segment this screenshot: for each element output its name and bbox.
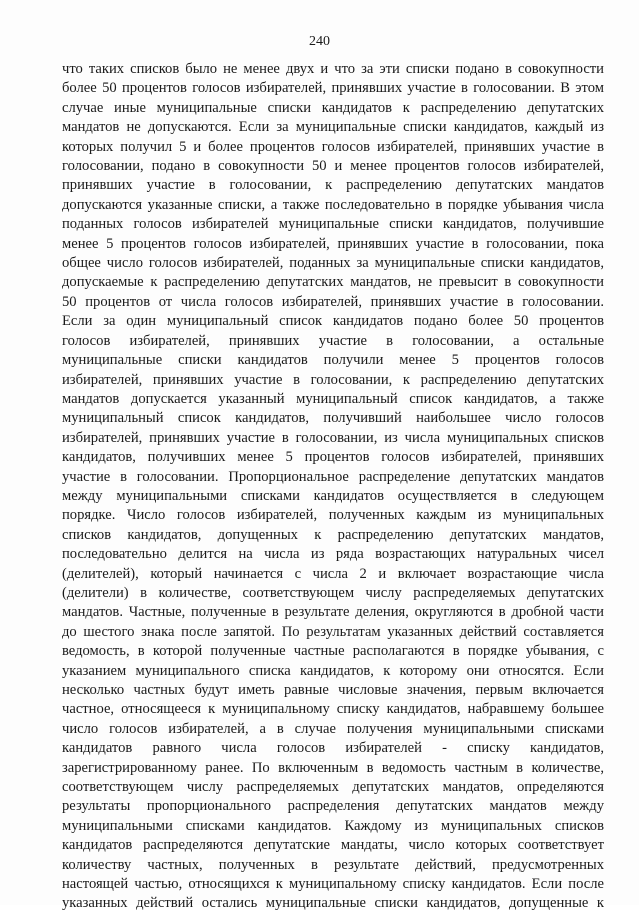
text-line: мандатов не допускаются. Если за муниципальные списки кандидатов, каждый из: [62, 119, 604, 136]
text-line: общее число голосов избирателей, поданных за муниципальные списки кандидатов,: [62, 255, 604, 272]
text-line: поданных голосов избирателей муниципальные списки кандидатов, получившие: [62, 216, 604, 233]
text-line: менее 5 процентов голосов избирателей, принявших участие в голосовании, пока: [62, 235, 604, 252]
text-line: муниципальными списками кандидатов. Каждому из муниципальных списков: [62, 817, 604, 834]
body-text: [62, 60, 604, 914]
text-line: указанных действий остались муниципальные списки кандидатов, допущенные к: [62, 895, 604, 912]
text-line: ведомость, в которой полученные частные располагаются в порядке убывания, с: [62, 643, 604, 660]
text-line: избирателей, принявших участие в голосовании, к распределению депутатских: [62, 371, 604, 388]
text-line: порядке. Число голосов избирателей, полученных каждым из муниципальных: [62, 507, 604, 524]
text-line: соответствующем числу распределяемых депутатских мандатов, определяются: [62, 779, 604, 796]
text-line: кандидатов, получивших менее 5 процентов голосов избирателей, принявших: [62, 449, 604, 466]
page-number: 240: [309, 34, 330, 49]
text-line: результаты пропорционального распределения депутатских мандатов между: [62, 798, 604, 815]
text-line: (делителей), который начинается с числа 2 и включает возрастающие числа: [62, 565, 604, 582]
text-line: последовательно делится на числа из ряда возрастающих натуральных чисел: [62, 546, 604, 563]
text-line: которых получил 5 и более процентов голосов избирателей, принявших участие в: [62, 138, 604, 155]
text-line: что таких списков было не менее двух и что за эти списки подано в совокупности: [62, 61, 604, 77]
text-line: зарегистрированному ранее. По включенным в ведомость частным в количестве,: [62, 759, 604, 776]
text-line: мандатов. Частные, полученные в результате деления, округляются в дробной части: [62, 604, 604, 621]
text-line: число голосов избирателей, а в случае получения муниципальными списками: [62, 720, 604, 737]
text-line: Если за один муниципальный список кандидатов подано более 50 процентов: [62, 313, 604, 330]
text-line: избирателей, принявших участие в голосовании, из числа муниципальных списков: [62, 429, 604, 446]
text-line: указанием муниципального списка кандидатов, к которому они относятся. Если: [62, 662, 604, 679]
text-line: частное, относящееся к муниципальному списку кандидатов, набравшему большее: [62, 701, 604, 718]
text-line: кандидатов распределяются депутатские мандаты, число которых соответствует: [62, 837, 604, 854]
text-line: мандатов допускается указанный муниципальный список кандидатов, а также: [62, 390, 604, 407]
text-line: до шестого знака после запятой. По результатам указанных действий составляется: [62, 623, 604, 640]
text-line: между муниципальными списками кандидатов осуществляется в следующем: [62, 487, 604, 504]
text-line: кандидатов равного числа голосов избирателей - списку кандидатов,: [62, 740, 604, 757]
text-line: количеству частных, полученных в результате действий, предусмотренных: [62, 856, 604, 873]
text-line: муниципальные списки кандидатов получили менее 5 процентов голосов: [62, 352, 604, 369]
text-line: случае иные муниципальные списки кандидатов к распределению депутатских: [62, 99, 604, 116]
text-line: участие в голосовании. Пропорциональное распределение депутатских мандатов: [62, 468, 604, 485]
text-line: 50 процентов от числа голосов избирателей, принявших участие в голосовании.: [62, 293, 604, 310]
text-line: несколько частных будут иметь равные числовые значения, первым включается: [62, 682, 604, 698]
text-line: настоящей частью, относящихся к муниципальному списку кандидатов. Если после: [62, 876, 604, 893]
text-line: голосовании, подано в совокупности 50 и менее процентов голосов избирателей,: [62, 158, 604, 175]
text-line: списков кандидатов, допущенных к распределению депутатских мандатов,: [62, 526, 604, 543]
text-line: допускаемые к распределению депутатских мандатов, не превысит в совокупности: [62, 274, 604, 291]
text-line: (делители) в количестве, соответствующем числу распределяемых депутатских: [62, 584, 604, 601]
text-line: принявших участие в голосовании, к распределению депутатских мандатов: [62, 177, 604, 194]
text-line: более 50 процентов голосов избирателей, принявших участие в голосовании. В этом: [62, 80, 604, 97]
text-line: допускаются указанные списки, а также последовательно в порядке убывания числа: [62, 196, 604, 213]
text-line: муниципальный список кандидатов, получивший наибольшее число голосов: [62, 410, 604, 427]
text-line: голосов избирателей, принявших участие в голосовании, а остальные: [62, 332, 604, 349]
